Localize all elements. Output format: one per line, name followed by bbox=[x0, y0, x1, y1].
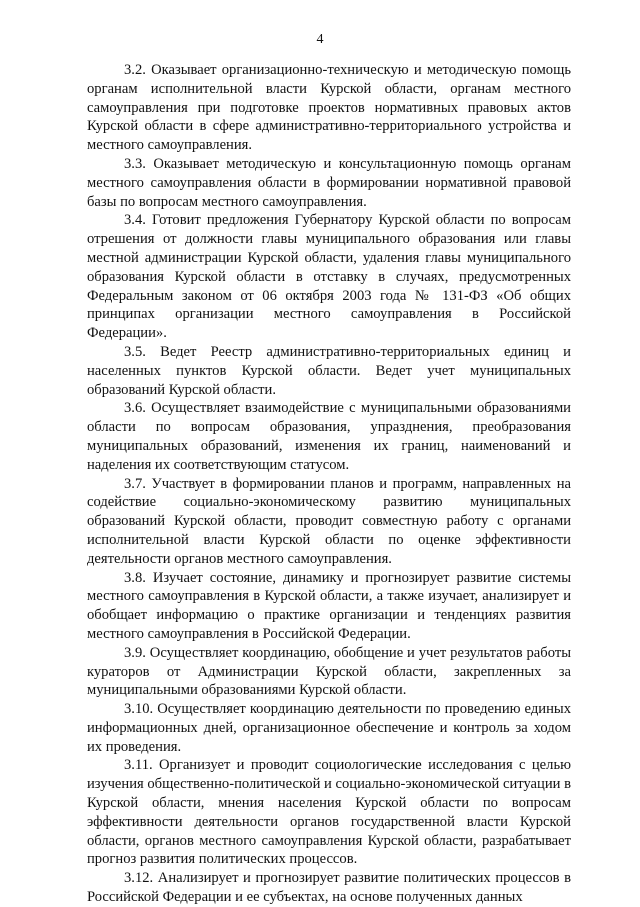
paragraph-3-2: 3.2. Оказывает организационно-техническую и методическую помощь органам исполнительной власти Курской области, органам местного самоуправления при подготовке проектов нормативных правовых актов Курской области в сфере административно-территориального устройства и местного самоуправления. bbox=[87, 62, 571, 154]
document-body bbox=[87, 61, 571, 907]
paragraph-3-9: 3.9. Осуществляет координацию, обобщение и учет результатов работы кураторов от Администрации Курской области, закрепленных за муниципальными образованиями Курской области. bbox=[87, 644, 571, 699]
paragraph-3-5: 3.5. Ведет Реестр административно-территориальных единиц и населенных пунктов Курской области. Ведет учет муниципальных образований Курской области. bbox=[87, 343, 571, 398]
paragraph-3-12: 3.12. Анализирует и прогнозирует развитие политических процессов в Российской Федерации и ее субъектах, на основе полученных данных bbox=[87, 870, 571, 906]
paragraph-3-10: 3.10. Осуществляет координацию деятельности по проведению единых информационных дней, организационное обеспечение и контроль за ходом их проведения. bbox=[87, 701, 571, 755]
page-number: 4 bbox=[316, 32, 324, 47]
paragraph-3-6: 3.6. Осуществляет взаимодействие с муниципальными образованиями области по вопросам образования, упразднения, преобразования муниципальных образований, изменения их границ, наименований и наделения их соответствующим статусом. bbox=[87, 400, 571, 473]
paragraph-3-4: 3.4. Готовит предложения Губернатору Курской области по вопросам отрешения от должности главы муниципального образования или главы местной администрации Курской области, удаления главы муниципального образования Курской области в отставку в случаях, предусмотренных Федеральным законом от 06 октября 2003 года № 131-ФЗ «Об общих принципах организации местного самоуправления в Российской Федерации». bbox=[87, 212, 571, 342]
paragraph-3-11: 3.11. Организует и проводит социологические исследования с целью изучения общественно-политической и социально-экономической ситуации в Курской области, мнения населения Курской области по вопросам эффективности деятельности органов государственной власти Курской области, органов местного самоуправления Курской области, разрабатывает прогноз развития политических процессов. bbox=[87, 757, 571, 868]
paragraph-3-8: 3.8. Изучает состояние, динамику и прогнозирует развитие системы местного самоуправления в Курской области, а также изучает, анализирует и обобщает информацию о практике организации и тенденциях развития местного самоуправления в Российской Федерации. bbox=[87, 569, 571, 642]
paragraph-3-7: 3.7. Участвует в формировании планов и программ, направленных на содействие социально-экономическому развитию муниципальных образований Курской области, проводит совместную работу с органами исполнительной власти Курской области по оценке эффективности деятельности органов местного самоуправления. bbox=[87, 475, 571, 567]
paragraph-3-3: 3.3. Оказывает методическую и консультационную помощь органам местного самоуправления области в формировании нормативной правовой базы по вопросам местного самоуправления. bbox=[87, 155, 571, 210]
